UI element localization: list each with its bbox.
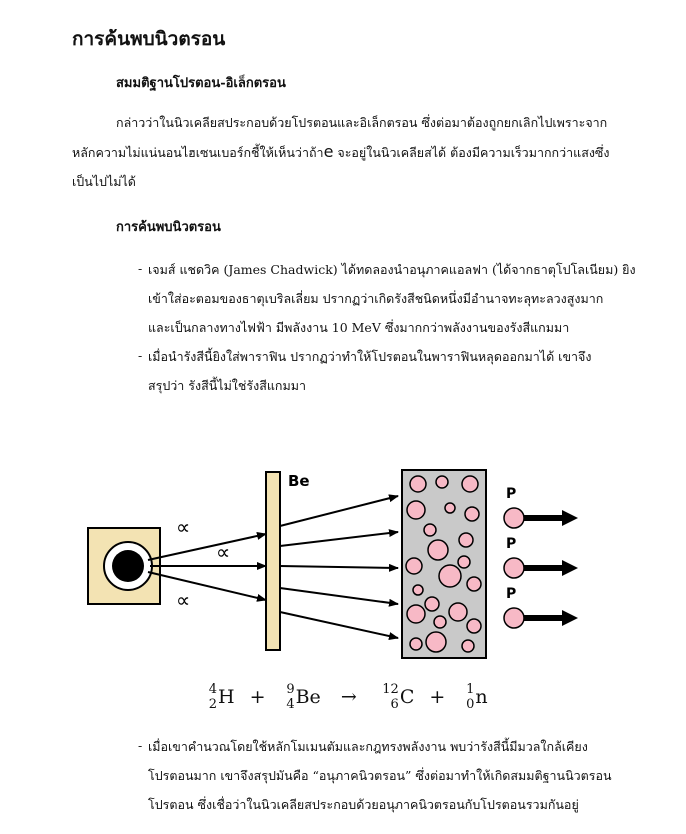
- proton-label: P: [506, 536, 517, 552]
- bullet-marker: -: [138, 261, 143, 276]
- particle: [407, 605, 425, 623]
- particle: [428, 540, 448, 560]
- particle: [462, 476, 478, 492]
- alpha-ray-lower: [148, 572, 266, 600]
- term2-numbers: [281, 683, 295, 711]
- para-line-2-post: จะอยู่ในนิวเคลียสได้ ต้องมีความเร็วมากกว่าแสงซึ่ง: [333, 145, 610, 160]
- term2-mass: 9: [286, 682, 295, 697]
- term3-numbers: [377, 683, 399, 711]
- para-line-2-pre: หลักความไม่แน่นอนไฮเซนเบอร์กชี้ให้เห็นว่าถ้า: [72, 145, 324, 160]
- term2-symbol: Be: [295, 686, 321, 708]
- bullet-1-line-1: เจมส์ แชดวิค (James Chadwick) ได้ทดลองนำอนุภาคแอลฟา (ได้จากธาตุโปโลเนียม) ยิง: [148, 262, 636, 277]
- neutron-ray-5: [280, 612, 398, 638]
- section-heading-proton-electron: สมมติฐานโปรตอน-อิเล็กตรอน: [116, 76, 286, 91]
- plus-sign: +: [249, 686, 266, 708]
- particle: [434, 616, 446, 628]
- proton-label: P: [506, 586, 517, 602]
- particle: [445, 503, 455, 513]
- term1-symbol: H: [218, 686, 235, 708]
- particle: [459, 533, 473, 547]
- reaction-arrow: →: [340, 686, 357, 708]
- particle: [410, 476, 426, 492]
- neutron-ray-2: [280, 532, 398, 546]
- term4-symbol: n: [475, 686, 488, 708]
- proton-2: [504, 536, 578, 578]
- proton-label: P: [506, 486, 517, 502]
- bullet-3-line-1: เมื่อเขาคำนวณโดยใช้หลักโมเมนตัมและกฎทรงพลังงาน พบว่ารังสีนี้มีมวลใกล้เคียง: [148, 739, 588, 754]
- particle: [465, 507, 479, 521]
- particle: [458, 556, 470, 568]
- bullet-2-line-2: สรุปว่า รังสีนี้ไม่ใช่รังสีแกมมา: [148, 378, 306, 393]
- term1-numbers: [203, 683, 217, 711]
- term3-mass: 12: [382, 682, 399, 697]
- electron-symbol: e: [323, 142, 334, 161]
- particle: [406, 558, 422, 574]
- alpha-label-2: ∝: [216, 540, 231, 564]
- bullet-1-text: [148, 255, 636, 342]
- term1-mass: 4: [208, 682, 217, 697]
- particle: [439, 565, 461, 587]
- particle: [426, 632, 446, 652]
- alpha-ray-upper: [148, 534, 266, 560]
- term4-atomic: 0: [466, 697, 475, 712]
- beryllium-label: Be: [288, 472, 310, 490]
- polonium-core: [112, 550, 144, 582]
- para-line-1: กล่าวว่าในนิวเคลียสประกอบด้วยโปรตอนและอิเล็กตรอน ซึ่งต่อมาต้องถูกยกเลิกไปเพราะจาก: [116, 115, 608, 130]
- proton-3: [504, 586, 578, 628]
- particle: [413, 585, 423, 595]
- particle: [467, 619, 481, 633]
- bullet-3-line-2: โปรตอนมาก เขาจึงสรุปมันคือ “อนุภาคนิวตรอน” ซึ่งต่อมาทำให้เกิดสมมติฐานนิวตรอน: [148, 768, 612, 783]
- proton-1: [504, 486, 578, 528]
- particle: [410, 638, 422, 650]
- bullet-item-1: [138, 255, 638, 345]
- section1-paragraph: [72, 108, 672, 196]
- neutron-ray-1: [280, 496, 398, 526]
- term3-atomic: 6: [390, 697, 399, 712]
- neutron-ray-4: [280, 588, 398, 604]
- particle: [424, 524, 436, 536]
- page-title: การค้นพบนิวตรอน: [72, 28, 226, 50]
- bullet-3-text: [148, 732, 612, 819]
- particle: [436, 476, 448, 488]
- particle: [425, 597, 439, 611]
- bullet-2-text: [148, 342, 591, 400]
- particle: [449, 603, 467, 621]
- neutron-ray-3: [280, 566, 398, 568]
- particle: [407, 501, 425, 519]
- bullet-1-line-2: เข้าใส่อะตอมของธาตุเบริลเลี่ยม ปรากฏว่าเกิดรังสีชนิดหนึ่งมีอำนาจทะลุทะลวงสูงมาก: [148, 291, 604, 306]
- alpha-label-3: ∝: [176, 588, 191, 612]
- term3-symbol: C: [399, 686, 415, 708]
- term4-mass: 1: [466, 682, 475, 697]
- nuclear-reaction-equation: [203, 683, 488, 711]
- bullet-3-line-3: โปรตอน ซึ่งเชื่อว่าในนิวเคลียสประกอบด้วยอนุภาคนิวตรอนกับโปรตอนรวมกันอยู่: [148, 797, 579, 812]
- section-heading-neutron-discovery: การค้นพบนิวตรอน: [116, 220, 221, 235]
- term1-atomic: 2: [208, 697, 217, 712]
- bullet-1-line-3: และเป็นกลางทางไฟฟ้า มีพลังงาน 10 MeV ซึ่งมากกว่าพลังงานของรังสีแกมมา: [148, 320, 570, 335]
- particle: [467, 577, 481, 591]
- bullet-2-line-1: เมื่อนำรังสีนี้ยิงใส่พาราฟิน ปรากฏว่าทำให้โปรตอนในพาราฟินหลุดออกมาได้ เขาจึง: [148, 349, 592, 364]
- plus-sign: +: [429, 686, 446, 708]
- bullet-marker: -: [138, 348, 143, 363]
- particle: [462, 640, 474, 652]
- term4-numbers: [460, 683, 474, 711]
- bullet-item-2: [138, 342, 638, 402]
- term2-atomic: 4: [286, 697, 295, 712]
- bullet-item-3: [138, 732, 658, 827]
- alpha-label-1: ∝: [176, 515, 191, 539]
- para-line-2: [72, 137, 672, 167]
- beryllium-plate: [266, 472, 280, 650]
- para-line-3: เป็นไปไม่ได้: [72, 174, 136, 189]
- chadwick-experiment-diagram: [80, 462, 580, 662]
- bullet-marker: -: [138, 738, 143, 753]
